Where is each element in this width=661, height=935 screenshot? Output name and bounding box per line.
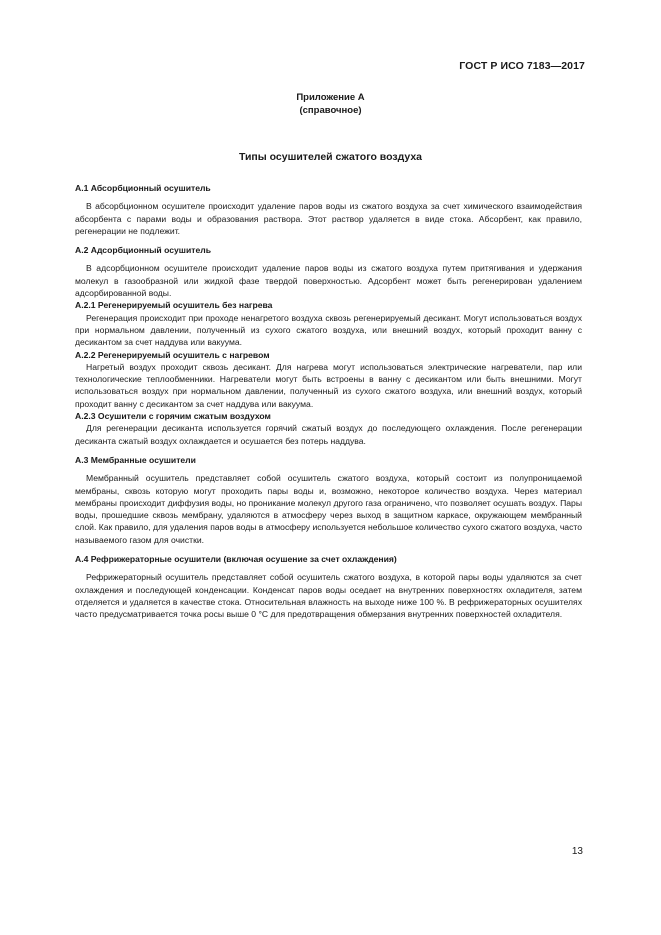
document-code: ГОСТ Р ИСО 7183—2017 — [459, 60, 585, 72]
annex-label: Приложение А — [296, 92, 365, 103]
section-text-a4: Рефрижераторный осушитель представляет собой осушитель сжатого воздуха, в которой пары воды удаляются за счет охлаждения и последующей конденсации. Конденсат паров воды оседает на внутренних поверхностях охладителя, затем отделяется и удаляется в качестве стока. Относительная влажность на выходе ниже 100 %. В рефрижераторных осушителях часто предусматривается точка росы выше 0 °С для предотвращения обмерзания внутренних поверхностей охладителя. — [75, 572, 582, 620]
section-heading-a2-1: А.2.1 Регенерируемый осушитель без нагрева — [75, 300, 273, 311]
annex-heading — [0, 92, 661, 117]
section-text-a2-3: Для регенерации десиканта используется горячий сжатый воздух до последующего охлаждения. После регенерации десиканта сжатый воздух охлаждается и осушается без потерь наддува. — [75, 423, 582, 446]
section-text-a3: Мембранный осушитель представляет собой осушитель сжатого воздуха, который состоит из полупроницаемой мембраны, сквозь которую могут проходить пары воды и, возможно, некоторое количество воздуха. Через материал мембраны происходит диффузия воды, но проникание молекул другого газа ограничено, что позволяет осушать воздух. Пары воды, прошедшие сквозь мембрану, удаляются в атмосферу через выход в защитном каркасе, окружающем мембранный слой. Как правило, для удаления паров воды в атмосферу используется небольшое количество сухого сжатого воздуха, часто называемого газом для очистки. — [75, 473, 582, 545]
document-body — [75, 182, 582, 621]
section-heading-a4: А.4 Рефрижераторные осушители (включая осушение за счет охлаждения) — [75, 554, 397, 565]
section-heading-a3: А.3 Мембранные осушители — [75, 454, 196, 465]
section-text-a1: В абсорбционном осушителе происходит удаление паров воды из сжатого воздуха за счет химического взаимодействия абсорбента с парами воды и образования раствора. Этот раствор удаляется в виде стока. Абсорбент, как правило, регенерации не подлежит. — [75, 201, 582, 236]
section-heading-a1: А.1 Абсорбционный осушитель — [75, 183, 211, 193]
annex-note: (справочное) — [299, 104, 362, 116]
section-text-a2: В адсорбционном осушителе происходит удаление паров воды из сжатого воздуха путем притягивания и удержания молекул в газообразной или жидкой фазе твердой поверхностью. Адсорбент может быть регенерирован удалением адсорбированной воды. — [75, 263, 582, 299]
section-heading-a2-2: А.2.2 Регенерируемый осушитель с нагревом — [75, 349, 270, 360]
page-number: 13 — [571, 846, 583, 857]
section-text-a2-2: Нагретый воздух проходит сквозь десикант. Для нагрева могут использоваться электрические нагреватели, пар или технологические теплообменники. Нагреватели могут быть встроены в ванну с десикантом или быть внешними. Могут использоваться воздух при нормальном давлении, полученный из сухого сжатого воздуха, или внешний воздух, который проходит ванну с десикантом за счет наддува или вакуума. — [75, 361, 582, 409]
section-heading-a2: А.2 Адсорбционный осушитель — [75, 245, 211, 256]
section-text-a2-1: Регенерация происходит при проходе ненагретого воздуха сквозь регенерируемый десикант. Могут использоваться воздух при нормальном давлении, полученный из сухого сжатого воздуха, или внешний воздух, который проходит ванну с десикантом за счет наддува или вакуума. — [75, 312, 582, 348]
page-title: Типы осушителей сжатого воздуха — [238, 151, 423, 163]
section-heading-a2-3: А.2.3 Осушители с горячим сжатым воздухом — [75, 411, 271, 422]
